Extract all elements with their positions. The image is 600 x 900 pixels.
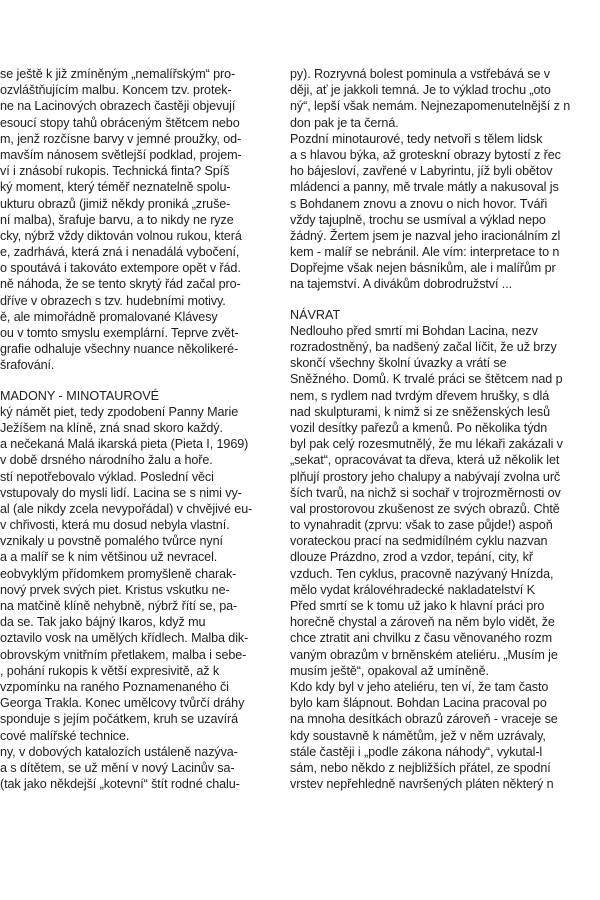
text-line: esoucí stopy tahů obráceným štětcem nebo [0,115,240,130]
text-line: plňují prostory jeho chalupy a nabývají zvolna urč [290,469,561,484]
text-line: horečně chystal a zároveň na něm bylo vidět, že [290,615,555,630]
section-gap [290,293,600,307]
text-line: mládenci a panny, mě trvale mátly a nakusoval js [290,180,559,195]
text-line: mělo vydat královéhradecké nakladatelství K [290,582,535,597]
text-line: a s hlavou býka, až groteskní obrazy bytostí z řec [290,147,561,162]
text-paragraph [0,66,270,374]
text-line: Dopřejme však nejen básníkům, ale i malířům pr [290,261,556,276]
text-line: na matčině klíně nehybně, nýbrž řítí se, pa- [0,599,238,613]
text-line: ě, ale mimořádně promalované Klávesy [0,309,218,324]
text-line: ký námět piet, tedy zpodobení Panny Marie [0,404,239,419]
text-line: grafie odhaluje všechny nuance několikeré- [0,342,239,357]
text-line: Kdo kdy byl v jeho ateliéru, ten ví, že tam často [290,679,549,694]
text-line: bylo kam šlápnout. Bohdan Lacina pracoval po [290,696,547,711]
text-line: šrafování. [0,358,55,373]
text-line: a nečekaná Malá ikarská pieta (Pieta I, 1969) [0,437,249,452]
text-line: don pak je ta černá. [290,115,399,130]
text-line: a s dítětem, se už mění v nový Lacinův sa- [0,760,235,775]
text-line: ny, v dobových katalozích ustáleně nazýva- [0,744,238,759]
text-paragraph [290,323,600,792]
text-line: Nedlouho před smrtí mi Bohdan Lacina, nezv [290,323,538,338]
text-line: MADONY - MINOTAUROVÉ [0,388,160,403]
text-line: žádný. Žertem jsem je nazval jeho iracionálním zl [290,228,561,243]
text-line: obrovským vnitřním přetlakem, malba i sebe- [0,647,247,662]
text-line: se ještě k již zmíněným „nemalířským“ pro- [0,67,236,81]
text-line: ozvláštňujícím malbu. Koncem tzv. protek- [0,83,232,98]
text-line: vrstev nepřehledně navršených pláten některý n [290,777,554,792]
text-line: o spoutává i takováto extempore opět v řád. [0,261,241,276]
text-line: ne na Lacinových obrazech častěji objevují [0,99,236,114]
text-line: kdy soustavně k námětům, jež v něm uzrávaly, [290,728,546,743]
text-line: vzduch. Ten cyklus, pracovně nazývaný Hnízda, [290,566,554,581]
text-line: nový prvek svých piet. Kristus vskutku ne- [0,582,230,597]
text-line: dlouze Prázdno, zrod a vzdor, tepání, city, kř [290,550,533,565]
right-text-column [290,66,600,896]
text-line: Před smrtí se k tomu už jako k hlavní práci pro [290,599,545,613]
text-line: v době drsného národního žalu a hoře. [0,453,213,468]
text-line: , pohání rukopis k větší expresivitě, až k [0,663,220,678]
section-gap [0,374,270,388]
text-line: nad skulpturami, k nimž si ze sněženských lesů [290,404,550,419]
text-line: (tak jako někdejší „kotevní“ štít rodné chalu- [0,777,240,792]
left-text-column [0,66,270,896]
text-line: „sekat“, opracovávat ta dřeva, která už několik let [290,453,560,468]
text-line: NÁVRAT [290,307,341,322]
text-line: ho bájesloví, zavřené v Labyrintu, jíž byli obětov [290,164,553,179]
text-line: nem, s rydlem nad tvrdým dřevem hrušky, s dlá [290,388,550,403]
text-line: vaným obrazům v brněnském ateliéru. „Musím je [290,647,558,662]
text-line: to vynahradit (zprvu: však to zase půjde!) aspoň [290,518,553,533]
text-line: sám, nebo někdo z nejbližších přátel, ze spodní [290,760,551,775]
text-line: kem - malíř se nebránil. Ale vím: interpretace to n [290,245,560,260]
text-line: Georga Trakla. Konec umělcovy tvůrčí dráhy [0,696,245,711]
text-line: ších tvarů, na nichž si sochař v trojrozměrnosti ov [290,485,561,500]
text-line: vzpomínku na raného Poznamenaného či [0,679,229,694]
text-line: dříve v obrazech s tzv. hudebními motivy. [0,293,226,308]
text-line: na mnoha desítkách obrazů zároveň - vraceje se [290,712,558,727]
text-line: musím ještě“, opakoval až umíněně. [290,663,489,678]
text-line: m, jenž rozčísne barvy v jemné proužky, od- [0,131,242,146]
text-line: eobvyklým přídomkem promyšleně charak- [0,566,237,581]
text-line: e, zadrhává, která zná i nenadálá vybočení, [0,245,240,260]
text-line: cové malířské technice. [0,728,130,743]
text-line: da se. Tak jako bájný Ikaros, když mu [0,615,206,630]
section-heading [290,307,600,323]
text-line: Sněžného. Domů. K trvalé práci se štětcem nad p [290,372,563,387]
text-line: vozil desítky pařezů a kmenů. Po několika týdn [290,420,548,435]
text-paragraph [290,66,600,293]
text-line: oztavilo vosk na umělých křídlech. Malba dik- [0,631,249,646]
text-paragraph [0,404,270,793]
text-line: ký moment, který téměř neznatelně spolu- [0,180,231,195]
text-line: vstupovaly do mysli lidí. Lacina se s nimi vy- [0,485,242,500]
text-line: ní malba), šrafuje barvu, a to nikdy ne ryze [0,212,234,227]
text-line: skončí všechny školní úvazky a vrátí se [290,356,507,371]
text-line: ději, ať je jakkoli temná. Je to výklad trochu „oto [290,83,551,98]
text-line: byl pak celý rozesmutnělý, že mu lékaři zakázali v [290,437,563,452]
text-line: vorateckou prací na sedmidílném cyklu nazvan [290,534,548,549]
text-line: ný“, lepší však nemám. Nejnezapomenutelnější z n [290,99,571,114]
text-line: cky, nýbrž vždy diktován volnou rukou, která [0,228,242,243]
text-line: al (ale nikdy zcela nevypořádal) v chvějivé eu- [0,501,253,516]
text-line: py). Rozryvná bolest pominula a vstřebává se v [290,67,550,81]
text-line: val prostorovou zkušenost ze svých obrazů. Chtě [290,501,560,516]
text-line: ou v tomto smyslu exemplární. Teprve zvět- [0,326,239,340]
text-line: chce ztratit ani chvilku z času věnovaného rozm [290,631,552,646]
text-line: a a malíř se k nim většinou už nevracel. [0,550,218,565]
text-line: na tajemství. A divákům dobrodružství ... [290,277,512,292]
text-line: s Bohdanem znovu a znovu o nich hovor. Tváři [290,196,548,211]
text-line: stí nepotřebovalo výklad. Poslední věci [0,469,214,484]
text-line: v chřivosti, která mu dosud nebyla vlastní. [0,518,230,533]
text-line: vždy tajuplně, trochu se usmíval a výklad nepo [290,212,546,227]
text-line: mavším nánosem světlejší podklad, projem- [0,147,242,162]
text-line: ukturu obrazů (jimiž někdy proniká „zruše- [0,196,231,211]
text-line: rozradostněný, ba nadšený začal líčit, že už brzy [290,340,557,354]
text-line: Pozdní minotaurové, tedy netvoři s tělem lidsk [290,131,543,146]
text-line: ví i znásobí rukopis. Technická finta? Spíš [0,164,230,179]
section-heading [0,388,270,404]
text-line: ně náhoda, že se tento skrytý řád začal pro- [0,277,241,292]
text-line: Ježíšem na klíně, zná snad skoro každý. [0,420,223,435]
text-line: vznikaly u povstně pomalého tvůrce nyní [0,534,223,549]
text-line: stále častěji i „podle zákona náhody“, vykutal-l [290,744,543,759]
text-line: sponduje s jejím počátkem, kruh se uzavírá [0,712,238,727]
